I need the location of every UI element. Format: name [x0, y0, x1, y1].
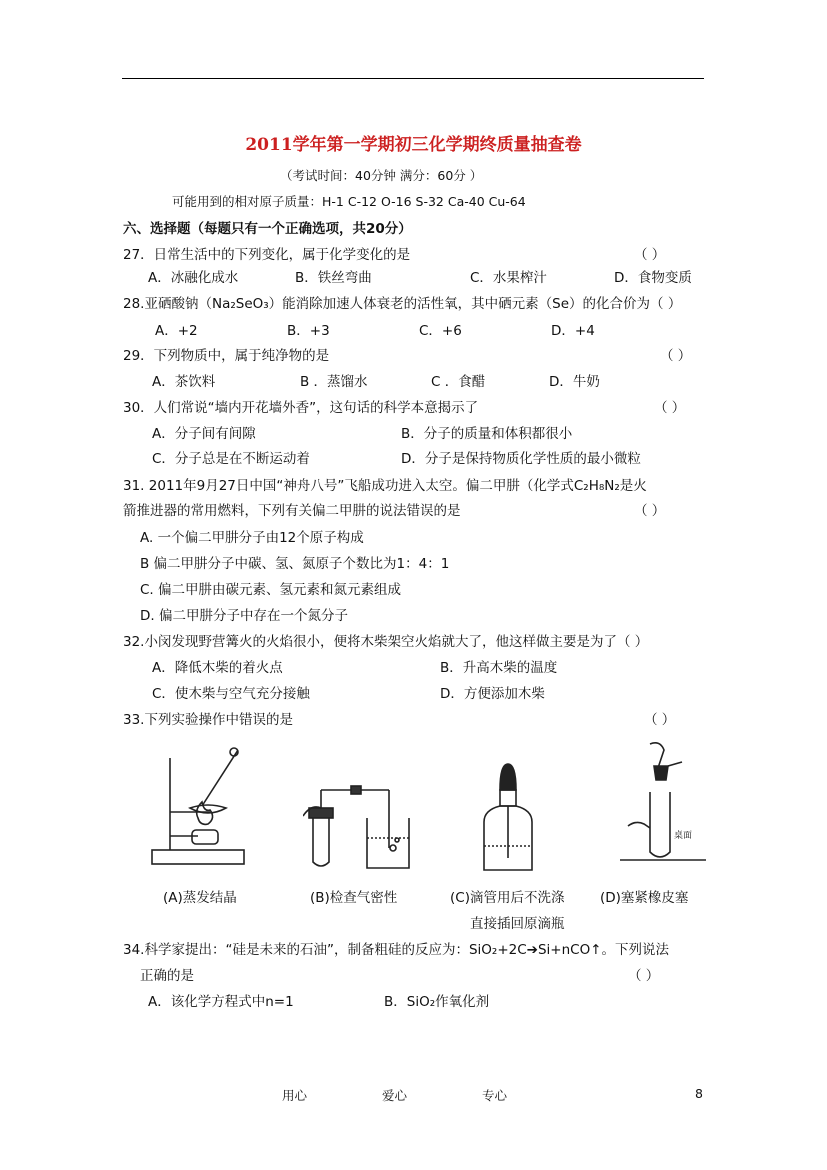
q32-option-a: A．降低木柴的着火点	[152, 660, 283, 676]
q34-stem-line1: 34.科学家提出：“硅是未来的石油”，制备粗硅的反应为：SiO₂+2C➔Si+nCO↑。下列说法	[123, 942, 670, 958]
q33-stem: 33.下列实验操作中错误的是	[123, 712, 293, 728]
q29-option-c: C ．食醋	[431, 374, 486, 390]
q31-option-c: C. 偏二甲肼由碳元素、氢元素和氮元素组成	[140, 582, 402, 598]
q28-option-c: C．+6	[419, 323, 462, 339]
q28-stem: 28.亚硒酸钠（Na₂SeO₃）能消除加速人体衰老的活性氧，其中硒元素（Se）的化合价为（ ）	[123, 296, 682, 312]
q32-option-c: C．使木柴与空气充分接触	[152, 686, 310, 702]
q27-stem: 27．日常生活中的下列变化，属于化学变化的是	[123, 247, 411, 263]
q27-option-d: D．食物变质	[614, 270, 692, 286]
q33-answer-paren: （ ）	[644, 712, 676, 728]
q29-option-a: A．茶饮料	[152, 374, 216, 390]
q34-stem-line2: 正确的是	[140, 968, 194, 984]
header-rule	[122, 78, 704, 79]
page-number: 8	[695, 1086, 703, 1101]
footer-item-2: 爱心	[382, 1088, 408, 1103]
q33-caption-c: (C)滴管用后不洗涤	[450, 890, 565, 906]
q33-caption-c-line2: 直接插回原滴瓶	[470, 916, 565, 932]
q30-option-a: A．分子间有间隙	[152, 426, 256, 442]
figure-c-dropper-bottle	[470, 760, 550, 874]
q27-option-c: C．水果榨汁	[470, 270, 547, 286]
q29-stem: 29．下列物质中，属于纯净物的是	[123, 348, 330, 364]
q31-stem-line1: 31. 2011年9月27日中国“神舟八号”飞船成功进入太空。偏二甲肼（化学式C₂H₈N₂是火	[123, 478, 647, 494]
q34-answer-paren: （ ）	[628, 968, 660, 984]
q27-option-b: B．铁丝弯曲	[295, 270, 372, 286]
q30-stem: 30．人们常说“墙内开花墙外香”，这句话的科学本意揭示了	[123, 400, 479, 416]
q28-option-b: B．+3	[287, 323, 330, 339]
footer-item-3: 专心	[482, 1088, 508, 1103]
q31-option-a: A. 一个偏二甲肼分子由12个原子构成	[140, 530, 364, 546]
q30-option-d: D．分子是保持物质化学性质的最小微粒	[401, 451, 641, 467]
q34-option-b: B．SiO₂作氧化剂	[384, 994, 490, 1010]
q31-answer-paren: （ ）	[634, 503, 666, 519]
q32-option-b: B．升高木柴的温度	[440, 660, 558, 676]
q30-option-c: C．分子总是在不断运动着	[152, 451, 310, 467]
q30-option-b: B．分子的质量和体积都很小	[401, 426, 573, 442]
q31-option-d: D. 偏二甲肼分子中存在一个氮分子	[140, 608, 348, 624]
figure-d-rubber-stopper	[610, 740, 710, 872]
q27-option-a: A．冰融化成水	[148, 270, 239, 286]
q33-caption-b: (B)检查气密性	[310, 890, 398, 906]
atomic-masses: 可能用到的相对原子质量：H-1 C-12 O-16 S-32 Ca-40 Cu-64	[172, 194, 526, 209]
q33-caption-a: (A)蒸发结晶	[163, 890, 237, 906]
page-title: 2011学年第一学期初三化学期终质量抽查卷	[245, 135, 582, 155]
q33-caption-d: (D)塞紧橡皮塞	[600, 890, 689, 906]
figure-d-desk-label: 桌面	[674, 831, 693, 841]
q28-option-d: D．+4	[551, 323, 595, 339]
figure-a-evaporation	[150, 740, 250, 868]
q27-answer-paren: （ ）	[634, 247, 666, 263]
q31-option-b: B 偏二甲肼分子中碳、氢、氮原子个数比为1：4：1	[140, 556, 450, 572]
footer-item-1: 用心	[282, 1088, 308, 1103]
q29-option-d: D．牛奶	[549, 374, 600, 390]
exam-info: （考试时间：40分钟 满分：60分 ）	[280, 168, 483, 183]
q32-stem: 32.小闵发现野营篝火的火焰很小，便将木柴架空火焰就大了，他这样做主要是为了（ ）	[123, 634, 649, 650]
figure-b-airtightness	[303, 778, 413, 872]
q29-answer-paren: （ ）	[660, 348, 692, 364]
q34-option-a: A．该化学方程式中n=1	[148, 994, 294, 1010]
q32-option-d: D．方便添加木柴	[440, 686, 545, 702]
q30-answer-paren: （ ）	[654, 400, 686, 416]
q31-stem-line2: 箭推进器的常用燃料，下列有关偏二甲肼的说法错误的是	[123, 503, 461, 519]
q29-option-b: B ．蒸馏水	[300, 374, 368, 390]
q28-option-a: A．+2	[155, 323, 198, 339]
section-heading: 六、选择题（每题只有一个正确选项，共20分）	[123, 221, 412, 237]
